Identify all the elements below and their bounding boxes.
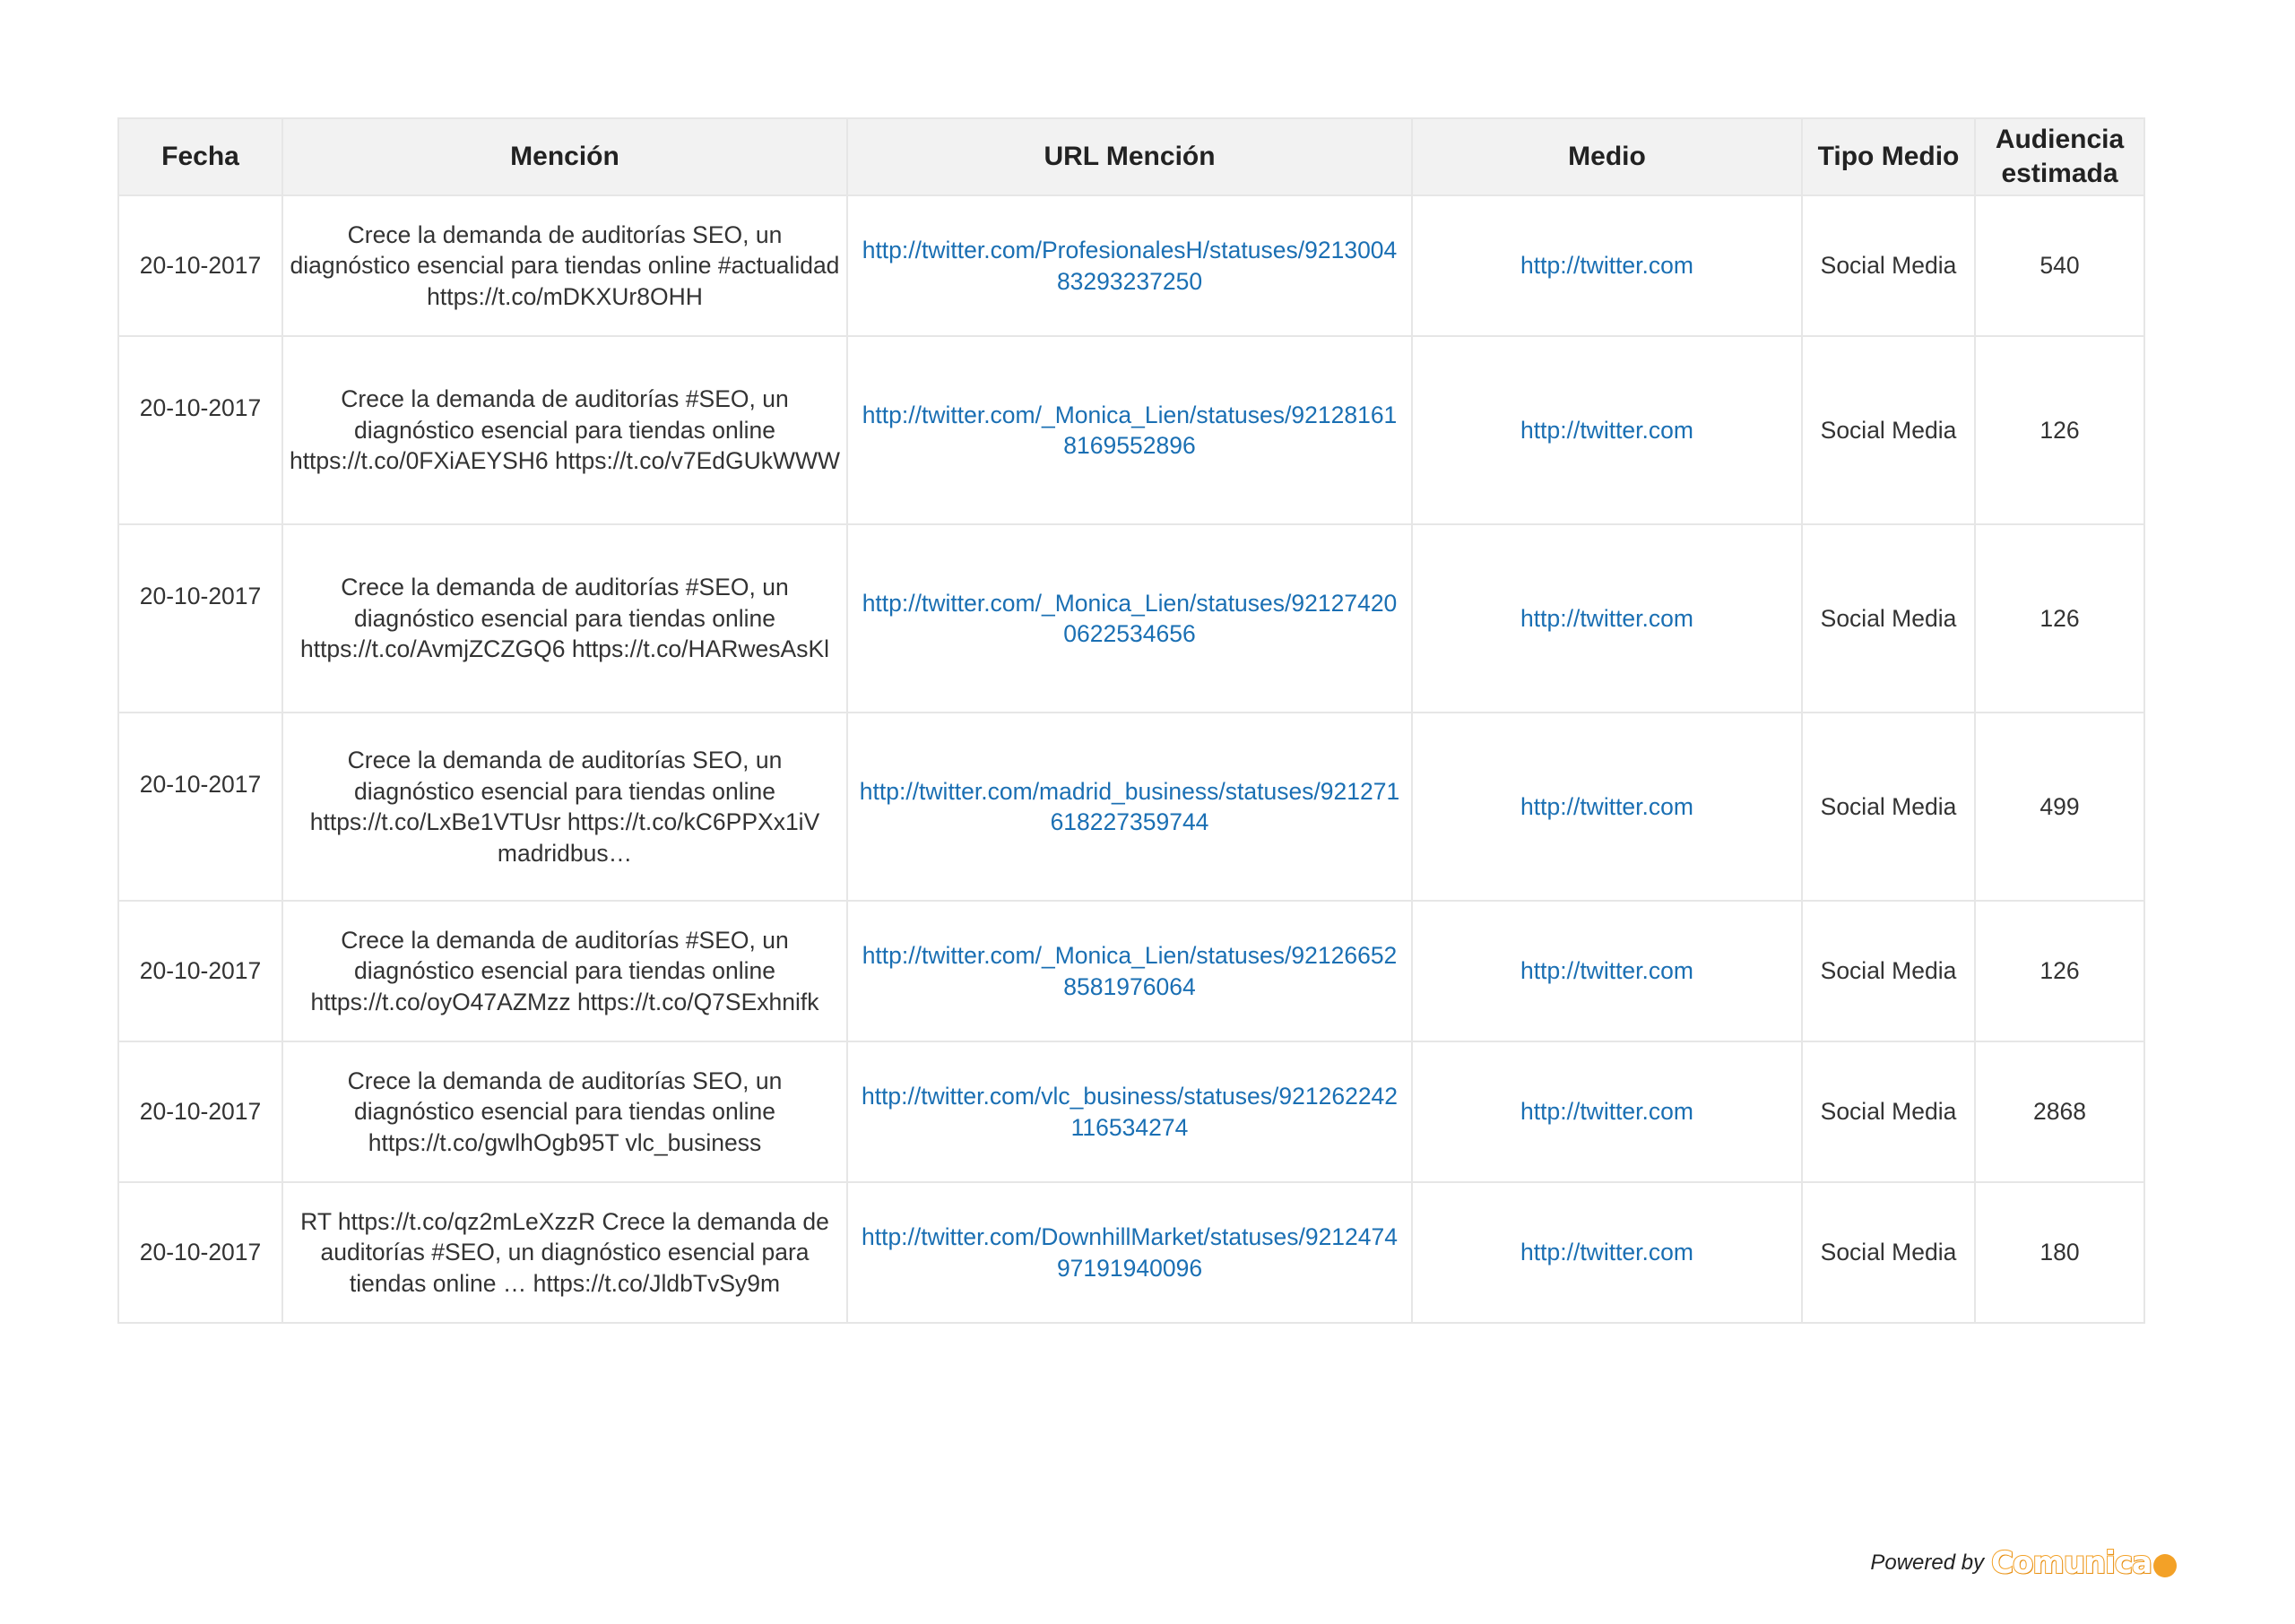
medio-link[interactable]: http://twitter.com	[1520, 416, 1693, 444]
fecha-text: 20-10-2017	[139, 582, 262, 609]
table-row	[118, 1182, 2144, 1323]
cell-audiencia: 2868	[1975, 1041, 2144, 1182]
table-row	[118, 524, 2144, 713]
cell-medio	[1412, 901, 1802, 1041]
powered-by-text: Powered by	[1870, 1551, 1985, 1575]
medio-link[interactable]: http://twitter.com	[1520, 792, 1693, 820]
table-header-row	[118, 118, 2144, 195]
medio-link[interactable]: http://twitter.com	[1520, 1239, 1693, 1266]
header-url-mencion[interactable]: URL Mención	[847, 118, 1412, 195]
cell-tipo-medio: Social Media	[1802, 1041, 1975, 1182]
fecha-text: 20-10-2017	[139, 1098, 262, 1126]
url-mencion-link[interactable]: http://twitter.com/DownhillMarket/statuses/921247497191940096	[861, 1223, 1398, 1282]
cell-medio	[1412, 713, 1802, 901]
cell-url-mencion	[847, 336, 1412, 524]
cell-medio	[1412, 195, 1802, 336]
cell-mencion: Crece la demanda de auditorías #SEO, un diagnóstico esencial para tiendas online https://t.co/AvmjZCZGQ6 https://t.co/HARwesAsKl	[282, 524, 847, 713]
medio-link[interactable]: http://twitter.com	[1520, 1098, 1693, 1126]
fecha-text: 20-10-2017	[139, 1239, 262, 1266]
cell-mencion: RT https://t.co/qz2mLeXzzR Crece la demanda de auditorías #SEO, un diagnóstico esencial para tiendas online … https://t.co/JldbTvSy9m	[282, 1182, 847, 1323]
cell-fecha	[118, 1041, 282, 1182]
url-mencion-link[interactable]: http://twitter.com/vlc_business/statuses/921262242116534274	[861, 1083, 1399, 1141]
cell-url-mencion	[847, 713, 1412, 901]
header-audiencia-line1: Audiencia	[1995, 125, 2125, 154]
cell-url-mencion	[847, 1182, 1412, 1323]
cell-medio	[1412, 336, 1802, 524]
header-audiencia[interactable]	[1975, 118, 2144, 195]
cell-fecha	[118, 336, 282, 524]
cell-mencion: Crece la demanda de auditorías #SEO, un diagnóstico esencial para tiendas online https://t.co/oyO47AZMzz https://t.co/Q7SExhnifk	[282, 901, 847, 1041]
header-tipo-medio[interactable]: Tipo Medio	[1802, 118, 1975, 195]
medio-link[interactable]: http://twitter.com	[1520, 252, 1693, 280]
comunica-logo-text: Comunica	[1991, 1545, 2152, 1581]
table-row	[118, 1041, 2144, 1182]
fecha-text: 20-10-2017	[139, 770, 262, 798]
fecha-text: 20-10-2017	[139, 393, 262, 421]
cell-medio	[1412, 1041, 1802, 1182]
header-medio[interactable]: Medio	[1412, 118, 1802, 195]
cell-tipo-medio: Social Media	[1802, 713, 1975, 901]
cell-url-mencion	[847, 1041, 1412, 1182]
fecha-text: 20-10-2017	[139, 957, 262, 985]
medio-link[interactable]: http://twitter.com	[1520, 604, 1693, 632]
table-row	[118, 336, 2144, 524]
cell-tipo-medio: Social Media	[1802, 1182, 1975, 1323]
cell-fecha	[118, 195, 282, 336]
comunica-logo[interactable]	[1991, 1545, 2177, 1581]
cell-tipo-medio: Social Media	[1802, 195, 1975, 336]
cell-mencion: Crece la demanda de auditorías #SEO, un diagnóstico esencial para tiendas online https://t.co/0FXiAEYSH6 https://t.co/v7EdGUkWWW	[282, 336, 847, 524]
cell-audiencia: 540	[1975, 195, 2144, 336]
table-row	[118, 195, 2144, 336]
cell-url-mencion	[847, 901, 1412, 1041]
medio-link[interactable]: http://twitter.com	[1520, 957, 1693, 985]
url-mencion-link[interactable]: http://twitter.com/_Monica_Lien/statuses/921266528581976064	[862, 942, 1398, 1000]
cell-audiencia: 126	[1975, 336, 2144, 524]
cell-mencion: Crece la demanda de auditorías SEO, un diagnóstico esencial para tiendas online https://t.co/gwlhOgb95T vlc_business	[282, 1041, 847, 1182]
cell-fecha	[118, 713, 282, 901]
header-mencion[interactable]: Mención	[282, 118, 847, 195]
fecha-text: 20-10-2017	[139, 252, 262, 280]
url-mencion-link[interactable]: http://twitter.com/_Monica_Lien/statuses/921281618169552896	[862, 401, 1398, 459]
table-row	[118, 713, 2144, 901]
cell-audiencia: 126	[1975, 524, 2144, 713]
mentions-table	[117, 117, 2145, 1324]
cell-fecha	[118, 524, 282, 713]
header-fecha[interactable]: Fecha	[118, 118, 282, 195]
cell-url-mencion	[847, 524, 1412, 713]
cell-mencion: Crece la demanda de auditorías SEO, un diagnóstico esencial para tiendas online #actualidad https://t.co/mDKXUr8OHH	[282, 195, 847, 336]
cell-audiencia: 180	[1975, 1182, 2144, 1323]
cell-url-mencion	[847, 195, 1412, 336]
cell-mencion: Crece la demanda de auditorías SEO, un diagnóstico esencial para tiendas online https://t.co/LxBe1VTUsr https://t.co/kC6PPXx1iV madridbus…	[282, 713, 847, 901]
url-mencion-link[interactable]: http://twitter.com/madrid_business/statuses/921271618227359744	[859, 777, 1400, 835]
cell-medio	[1412, 524, 1802, 713]
table-row	[118, 901, 2144, 1041]
cell-fecha	[118, 901, 282, 1041]
cell-tipo-medio: Social Media	[1802, 524, 1975, 713]
cell-audiencia: 126	[1975, 901, 2144, 1041]
url-mencion-link[interactable]: http://twitter.com/_Monica_Lien/statuses/921274200622534656	[862, 589, 1398, 647]
cell-medio	[1412, 1182, 1802, 1323]
comunica-logo-mark-icon	[2153, 1554, 2177, 1577]
cell-audiencia: 499	[1975, 713, 2144, 901]
url-mencion-link[interactable]: http://twitter.com/ProfesionalesH/statuses/921300483293237250	[862, 237, 1398, 295]
cell-tipo-medio: Social Media	[1802, 901, 1975, 1041]
header-audiencia-line2: estimada	[2001, 159, 2118, 188]
footer	[1870, 1543, 2177, 1583]
cell-tipo-medio: Social Media	[1802, 336, 1975, 524]
cell-fecha	[118, 1182, 282, 1323]
